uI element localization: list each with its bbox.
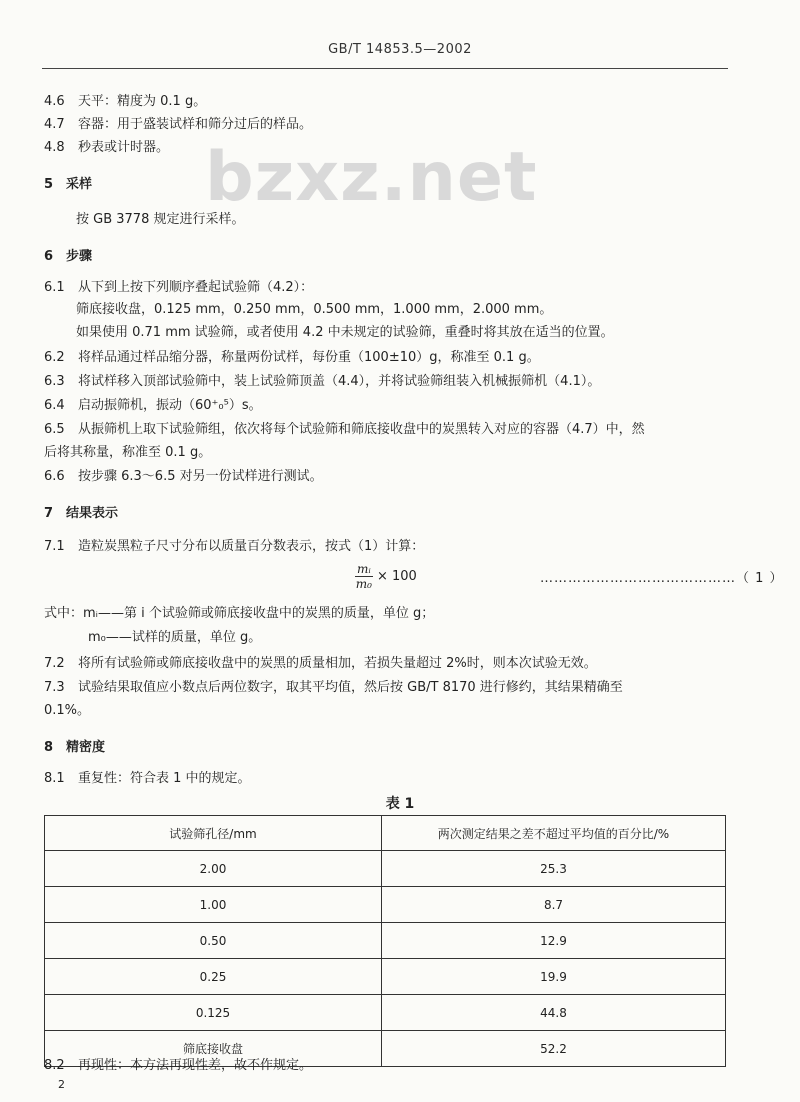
section-title: 精密度: [66, 740, 106, 755]
item-text: 将样品通过样品缩分器，称量两份试样，每份重（100±10）g，称准至 0.1 g。: [78, 350, 540, 365]
item-6-5-continued: 后将其称量，称准至 0.1 g。: [44, 445, 212, 460]
item-text: 从下到上按下列顺序叠起试验筛（4.2）：: [78, 280, 314, 295]
table-row: [45, 851, 726, 887]
item-text: 将试样移入顶部试验筛中，装上试验筛顶盖（4.4），并将试验筛组装入机械振筛机（4.1）。: [78, 374, 601, 389]
section-8-heading: [44, 736, 105, 755]
item-6-6: [44, 465, 323, 484]
item-number: 7.2: [44, 656, 65, 671]
section-6-heading: [44, 245, 92, 264]
formula-numerator: mᵢ: [357, 562, 371, 576]
item-7-3-continued: 0.1%。: [44, 703, 91, 718]
item-8-1: [44, 767, 251, 786]
item-number: 8.2: [44, 1058, 65, 1073]
section-number: 6: [44, 249, 54, 264]
watermark: bzxz.net: [205, 138, 538, 217]
formula-denominator: m₀: [355, 577, 372, 591]
table-cell: 52.2: [382, 1031, 726, 1067]
formula-where-2: m₀——试样的质量，单位 g。: [88, 630, 262, 645]
item-6-2: [44, 346, 540, 365]
table-cell: 12.9: [382, 923, 726, 959]
item-4-6: [44, 90, 206, 109]
item-6-1: [44, 276, 313, 295]
table-cell: 0.25: [45, 959, 382, 995]
item-text: 按步骤 6.3～6.5 对另一份试样进行测试。: [78, 469, 323, 484]
item-7-1: [44, 535, 424, 554]
table-cell: 0.125: [45, 995, 382, 1031]
table-1: [44, 815, 726, 1067]
column-header-sieve-aperture: 试验筛孔径/mm: [45, 816, 382, 851]
table-cell: 0.50: [45, 923, 382, 959]
header-rule: [42, 68, 728, 69]
formula-where-1: 式中：mᵢ——第 i 个试验筛或筛底接收盘中的炭黑的质量，单位 g；: [44, 606, 435, 621]
item-number: 7.1: [44, 539, 65, 554]
section-title: 步骤: [66, 249, 93, 264]
table-cell: 筛底接收盘: [45, 1031, 382, 1067]
table-header-row: [45, 816, 726, 851]
item-number: 6.3: [44, 374, 65, 389]
section-number: 5: [44, 177, 54, 192]
item-number: 8.1: [44, 771, 65, 786]
page-header-standard-code: GB/T 14853.5—2002: [328, 42, 472, 57]
formula-fraction: [355, 562, 373, 591]
formula-multiplier: × 100: [376, 569, 417, 584]
equation-number: ……………………………………（ 1 ）: [540, 571, 784, 586]
table-row: [45, 923, 726, 959]
item-4-7: [44, 113, 312, 132]
item-text: 秒表或计时器。: [78, 140, 170, 155]
item-text: 启动振筛机，振动（60⁺₀⁵）s。: [78, 398, 262, 413]
section-title: 采样: [66, 177, 93, 192]
table-cell: 8.7: [382, 887, 726, 923]
section-title: 结果表示: [66, 506, 119, 521]
item-number: 7.3: [44, 680, 65, 695]
item-number: 4.6: [44, 94, 65, 109]
item-4-8: [44, 136, 169, 155]
formula-1: [355, 562, 417, 591]
page-number: 2: [58, 1078, 65, 1091]
item-number: 6.6: [44, 469, 65, 484]
item-6-3: [44, 370, 600, 389]
item-number: 6.2: [44, 350, 65, 365]
item-text: 容器：用于盛装试样和筛分过后的样品。: [78, 117, 313, 132]
table-row: [45, 887, 726, 923]
table-cell: 1.00: [45, 887, 382, 923]
item-7-3: [44, 676, 623, 695]
item-7-2: [44, 652, 597, 671]
item-number: 6.5: [44, 422, 65, 437]
item-text: 从振筛机上取下试验筛组，依次将每个试验筛和筛底接收盘中的炭黑转入对应的容器（4.7）中，然: [78, 422, 645, 437]
section-7-heading: [44, 502, 118, 521]
table-cell: 2.00: [45, 851, 382, 887]
item-6-4: [44, 394, 262, 413]
table-cell: 44.8: [382, 995, 726, 1031]
item-text: 造粒炭黑粒子尺寸分布以质量百分数表示，按式（1）计算：: [78, 539, 425, 554]
item-text: 再现性：本方法再现性差，故不作规定。: [78, 1058, 313, 1073]
section-number: 7: [44, 506, 54, 521]
item-6-1-sieve-order: 筛底接收盘，0.125 mm，0.250 mm，0.500 mm，1.000 mm，2.000 mm。: [76, 302, 553, 317]
table-1-caption: 表 1: [385, 796, 415, 812]
item-text: 重复性：符合表 1 中的规定。: [78, 771, 251, 786]
section-number: 8: [44, 740, 54, 755]
column-header-repeatability: 两次测定结果之差不超过平均值的百分比/%: [382, 816, 726, 851]
section-5-heading: [44, 173, 92, 192]
item-number: 6.1: [44, 280, 65, 295]
section-5-body: 按 GB 3778 规定进行采样。: [76, 212, 245, 227]
table-row: [45, 995, 726, 1031]
item-number: 4.8: [44, 140, 65, 155]
item-6-1-note: 如果使用 0.71 mm 试验筛，或者使用 4.2 中未规定的试验筛，重叠时将其放在适当的位置。: [76, 325, 614, 340]
table-cell: 25.3: [382, 851, 726, 887]
item-8-2: [44, 1054, 312, 1073]
item-number: 6.4: [44, 398, 65, 413]
item-number: 4.7: [44, 117, 65, 132]
table-cell: 19.9: [382, 959, 726, 995]
table-row: [45, 959, 726, 995]
item-text: 试验结果取值应小数点后两位数字，取其平均值，然后按 GB/T 8170 进行修约，其结果精确至: [78, 680, 623, 695]
item-6-5: [44, 418, 645, 437]
item-text: 将所有试验筛或筛底接收盘中的炭黑的质量相加，若损失量超过 2%时，则本次试验无效。: [78, 656, 597, 671]
item-text: 天平：精度为 0.1 g。: [78, 94, 207, 109]
